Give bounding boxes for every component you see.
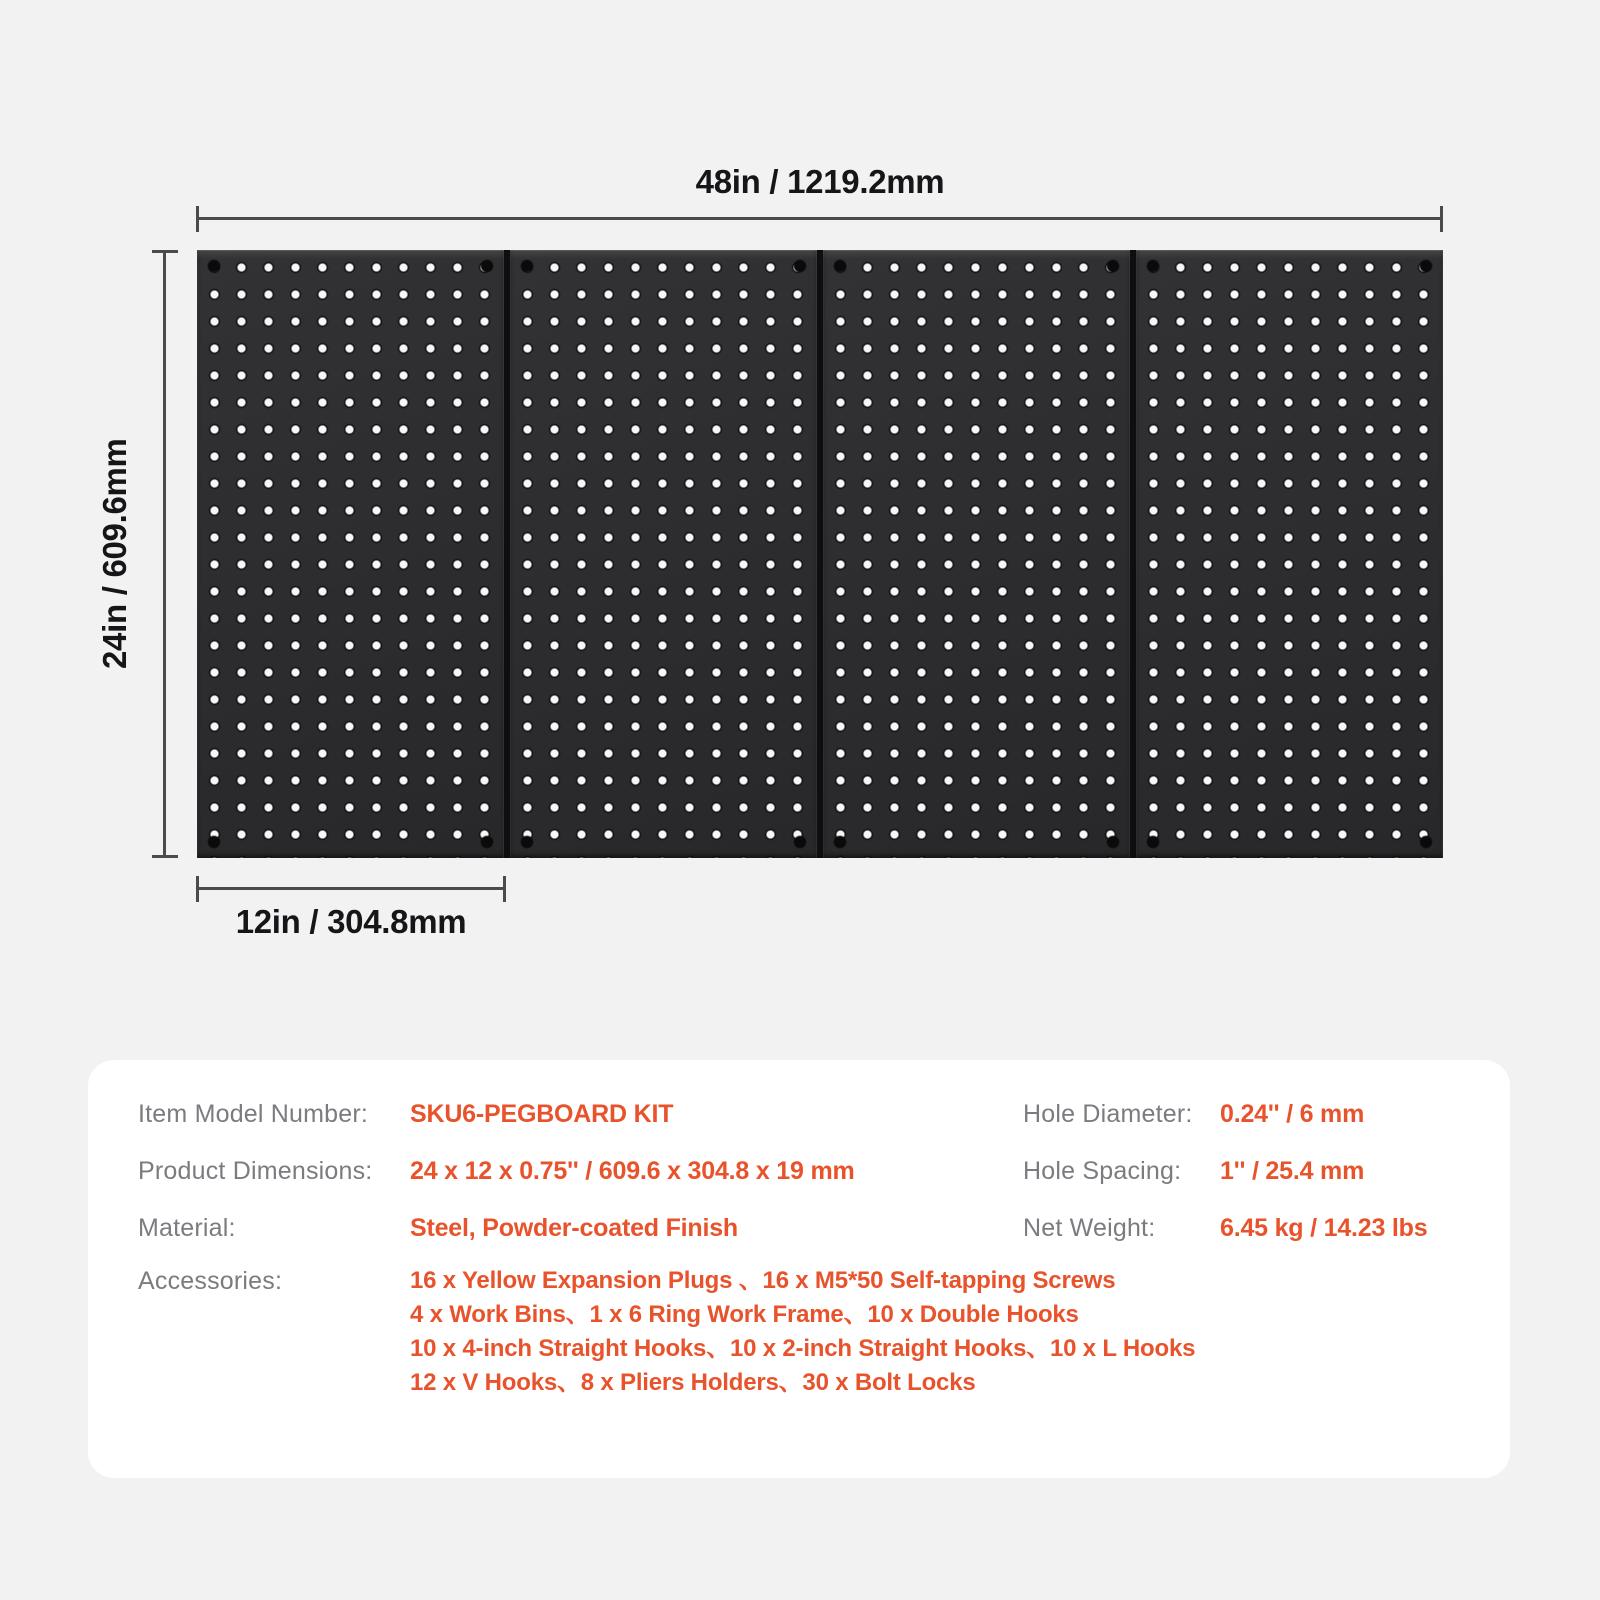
item-model-number-value: SKU6-PEGBOARD KIT (410, 1100, 674, 1128)
product-dimensions-label: Product Dimensions: (138, 1157, 373, 1185)
pegboard (197, 250, 1443, 858)
product-dimensions-value: 24 x 12 x 0.75'' / 609.6 x 304.8 x 19 mm (410, 1157, 855, 1185)
panel-width-dimension-line (196, 887, 506, 890)
pegboard-panel-1 (197, 250, 504, 858)
width-dimension-line (196, 217, 1443, 220)
hole-diameter-label: Hole Diameter: (1023, 1100, 1193, 1128)
spec-row-1 (138, 1086, 1466, 1143)
spec-row-3 (138, 1200, 1466, 1257)
net-weight-value: 6.45 kg / 14.23 lbs (1220, 1214, 1428, 1242)
material-label: Material: (138, 1214, 236, 1242)
height-dimension-label: 24in / 609.6mm (96, 438, 133, 670)
height-dimension-line (163, 250, 166, 858)
net-weight-label: Net Weight: (1023, 1214, 1156, 1242)
accessories-list (410, 1264, 1466, 1400)
hole-spacing-label: Hole Spacing: (1023, 1157, 1182, 1185)
hole-spacing-value: 1'' / 25.4 mm (1220, 1157, 1365, 1185)
accessories-line: 12 x V Hooks、8 x Pliers Holders、30 x Bolt Locks (410, 1369, 976, 1396)
item-model-number-label: Item Model Number: (138, 1100, 369, 1128)
accessories-line: 10 x 4-inch Straight Hooks、10 x 2-inch Straight Hooks、10 x L Hooks (410, 1335, 1196, 1362)
accessories-line: 16 x Yellow Expansion Plugs 、16 x M5*50 Self-tapping Screws (410, 1267, 1116, 1294)
hole-diameter-value: 0.24'' / 6 mm (1220, 1100, 1365, 1128)
accessories-row (138, 1264, 1466, 1400)
spec-card (88, 1060, 1510, 1478)
pegboard-panel-2 (510, 250, 817, 858)
panel-width-dimension-label: 12in / 304.8mm (235, 903, 467, 940)
pegboard-panel-3 (823, 250, 1130, 858)
width-dimension-label: 48in / 1219.2mm (695, 163, 945, 200)
spec-row-2 (138, 1143, 1466, 1200)
accessories-line: 4 x Work Bins、1 x 6 Ring Work Frame、10 x Double Hooks (410, 1301, 1079, 1328)
material-value: Steel, Powder-coated Finish (410, 1214, 738, 1242)
accessories-label: Accessories: (138, 1267, 283, 1295)
pegboard-panel-4 (1136, 250, 1443, 858)
